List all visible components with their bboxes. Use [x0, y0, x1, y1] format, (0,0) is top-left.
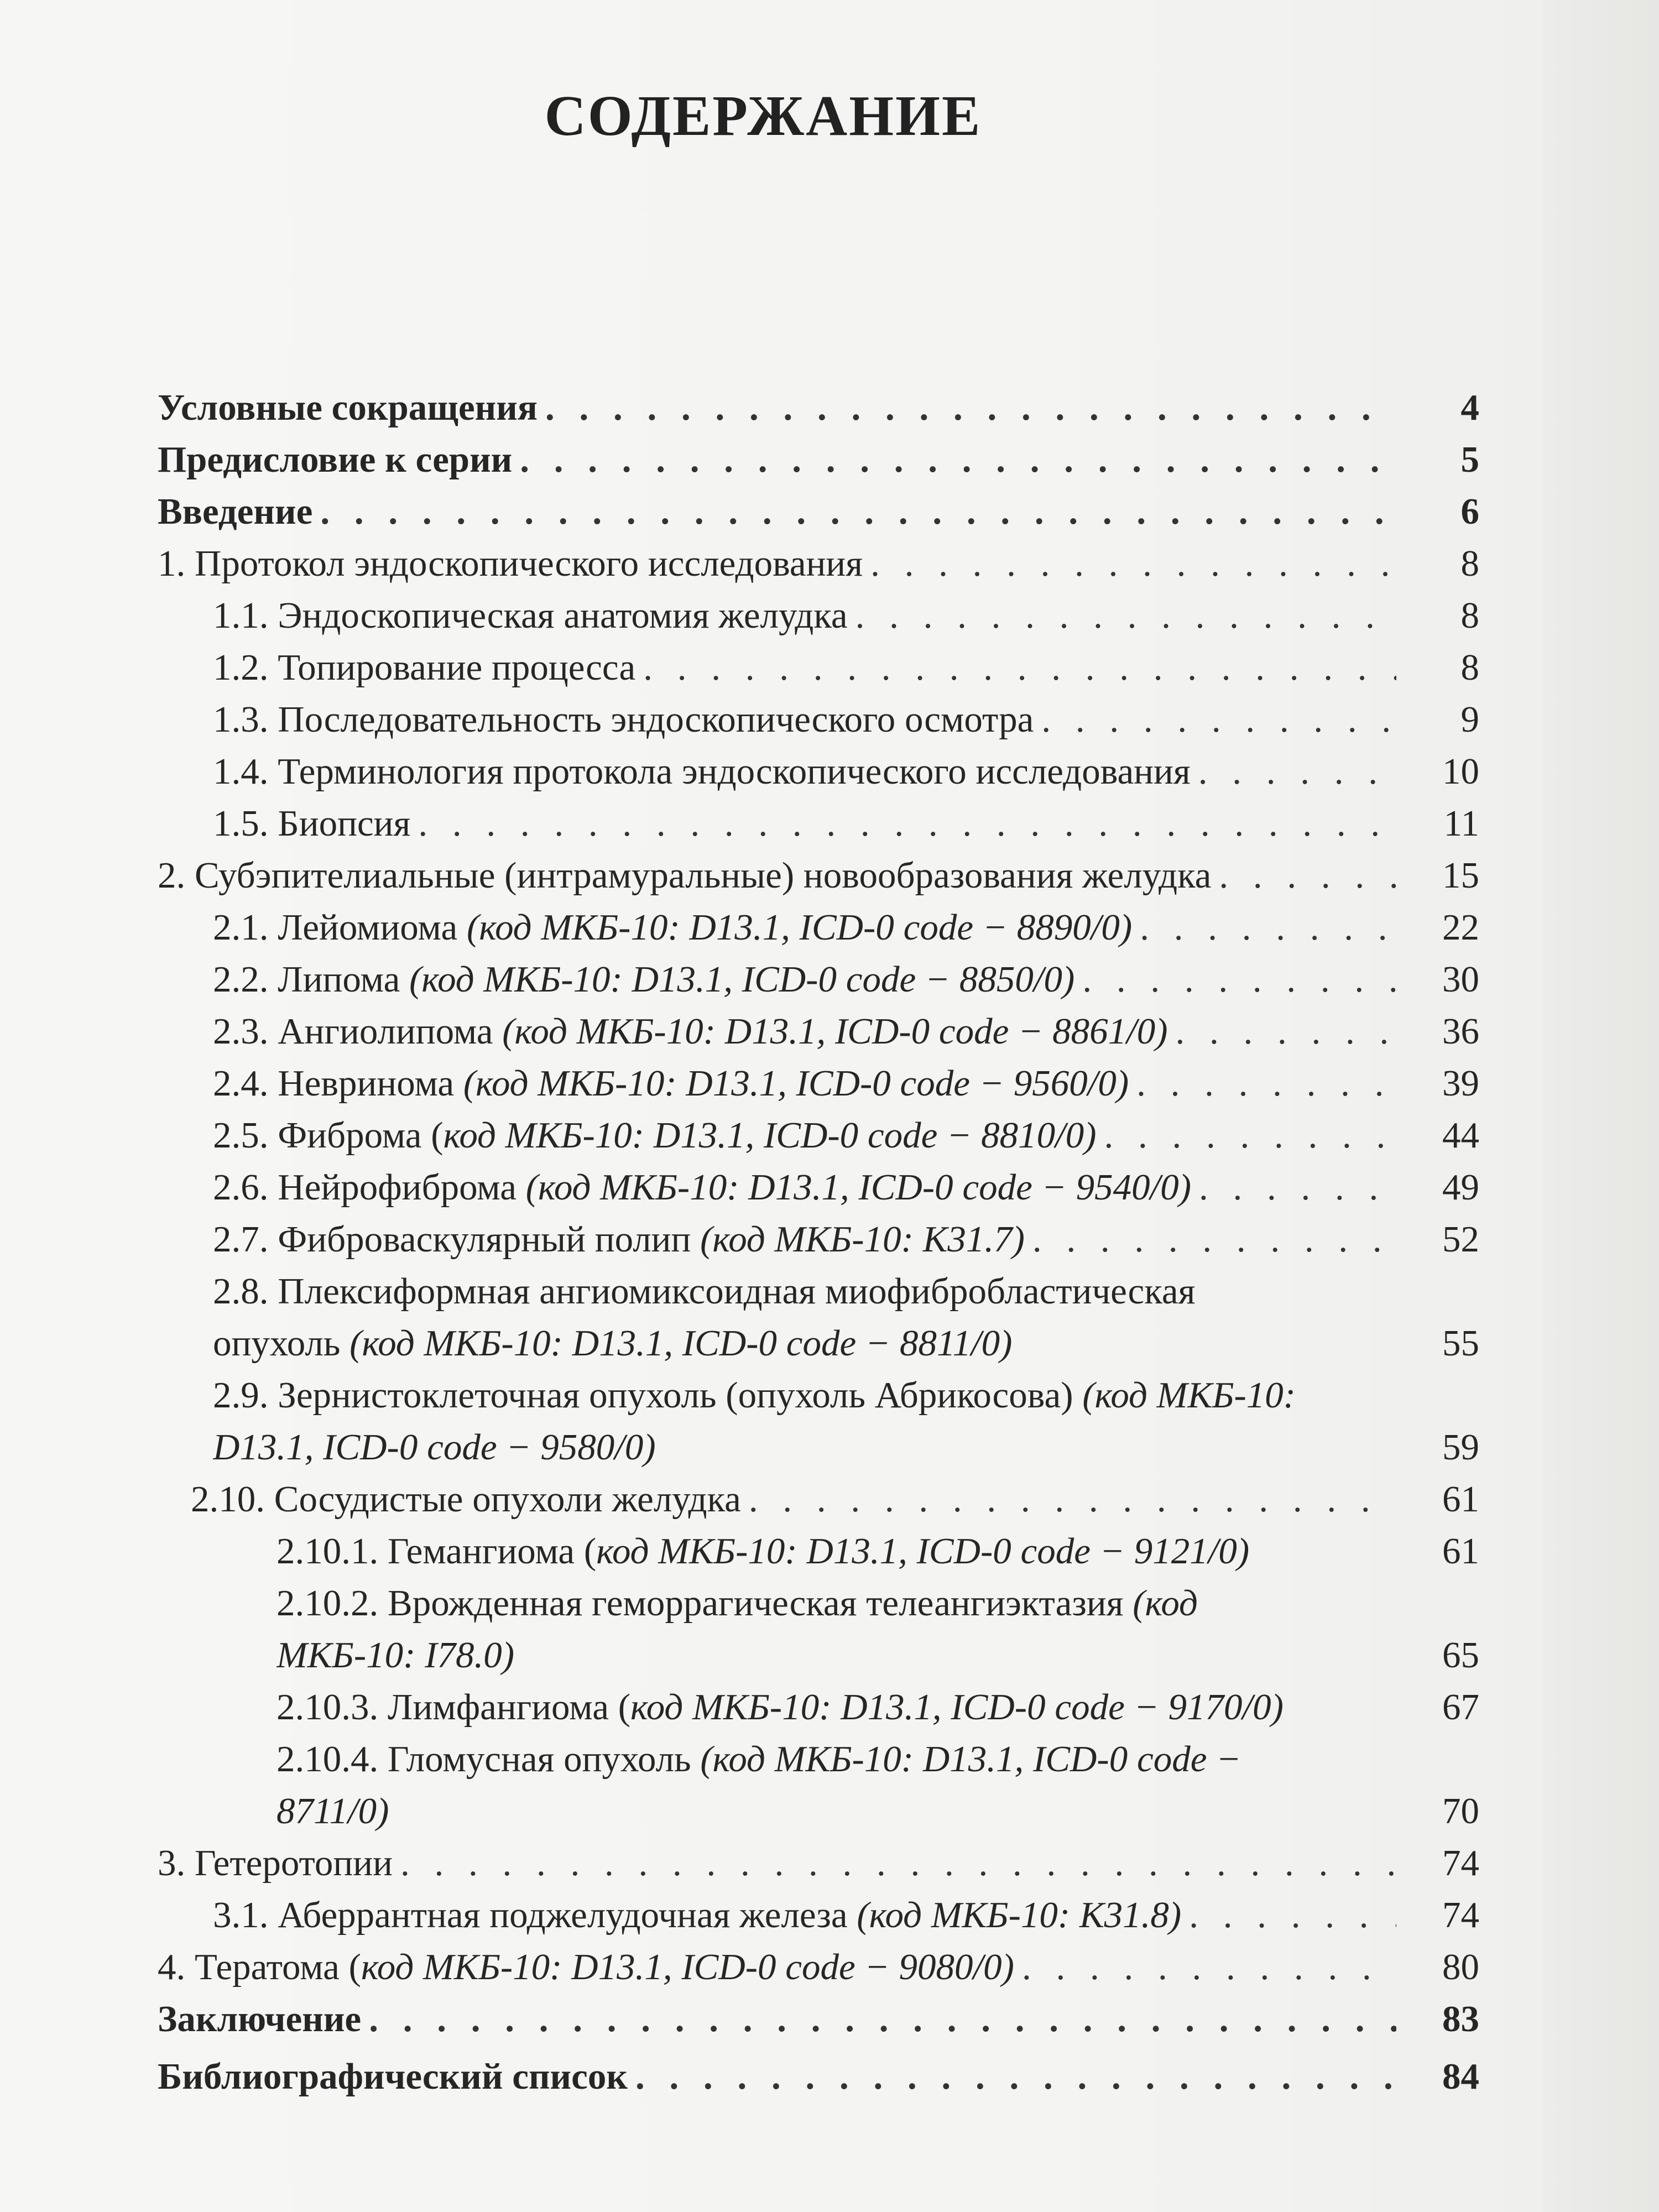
- toc-entry-code: код МКБ-10: D13.1, ICD-0 code − 9121/0): [596, 1531, 1250, 1572]
- toc-page-number: 39: [1442, 1063, 1479, 1104]
- toc-page-number: 8: [1460, 595, 1479, 636]
- toc-entry-label: Предисловие к серии: [158, 439, 513, 480]
- toc-entry-conclusion[interactable]: [158, 1993, 1479, 2045]
- toc-entry-label-cont: опухоль: [213, 1323, 350, 1364]
- leader-dots: [1198, 745, 1396, 797]
- leader-dots: [320, 486, 1396, 538]
- toc-entry-code: код МКБ-10: D13.1, ICD-0 code − 8810/0): [443, 1115, 1097, 1156]
- toc-page-number: 44: [1442, 1115, 1479, 1156]
- toc-entry-code: (код МКБ-10: D13.1, ICD-0 code − 8811/0): [349, 1323, 1013, 1364]
- leader-dots: [1199, 1161, 1396, 1213]
- toc-entry-label: 2.10.3. Лимфангиома (: [276, 1687, 631, 1728]
- toc-entry-bibliography[interactable]: [158, 2051, 1479, 2103]
- toc-entry-section-3-1[interactable]: [158, 1889, 1479, 1941]
- toc-entry-section-2-10-3[interactable]: [158, 1681, 1479, 1733]
- toc-page-number: 59: [1442, 1427, 1479, 1468]
- toc-entry-label: 1. Протокол эндоскопического исследования: [158, 543, 863, 584]
- leader-dots: [635, 2051, 1396, 2103]
- toc-page-number: 74: [1442, 1843, 1479, 1884]
- toc-entry-code-cont: 8711/0): [276, 1791, 389, 1832]
- toc-entry-label: 1.1. Эндоскопическая анатомия желудка: [213, 595, 848, 636]
- toc-entry-abbreviations[interactable]: [158, 382, 1479, 434]
- toc-entry-intro[interactable]: [158, 486, 1479, 538]
- toc-entry-section-1-3[interactable]: [158, 693, 1479, 745]
- toc-entry-label: 3.1. Аберрантная поджелудочная железа: [213, 1895, 857, 1936]
- toc-entry-label: 2.10. Сосудистые опухоли желудка: [191, 1479, 741, 1520]
- toc-entry-label: 2.3. Ангиолипома: [213, 1011, 503, 1052]
- toc-page-number: 55: [1442, 1323, 1479, 1364]
- toc-page-number: 10: [1442, 751, 1479, 792]
- toc-page-number: 49: [1442, 1167, 1479, 1208]
- toc-entry-section-2-7[interactable]: [158, 1213, 1479, 1265]
- toc-entry-section-2-3[interactable]: [158, 1005, 1479, 1057]
- toc-page-number: 61: [1442, 1531, 1479, 1572]
- toc-entry-section-2-10-4[interactable]: [158, 1733, 1479, 1837]
- table-of-contents: [158, 382, 1479, 2103]
- toc-page-number: 70: [1442, 1791, 1479, 1832]
- toc-page-number: 65: [1442, 1635, 1479, 1676]
- leader-dots: [749, 1473, 1396, 1525]
- toc-entry-section-1-5[interactable]: [158, 797, 1479, 849]
- toc-entry-section-1-2[interactable]: [158, 641, 1479, 693]
- toc-entry-label: Введение: [158, 491, 313, 532]
- toc-entry-section-2-10-2[interactable]: [158, 1577, 1479, 1681]
- toc-entry-code: (код МКБ-10: D13.1, ICD-0 code − 8890/0): [466, 907, 1133, 948]
- leader-dots: [520, 434, 1396, 486]
- toc-page-number: 30: [1442, 959, 1479, 1000]
- toc-page-number: 74: [1442, 1895, 1479, 1936]
- leader-dots: [1136, 1057, 1396, 1109]
- toc-entry-section-3[interactable]: [158, 1837, 1479, 1889]
- page-edge-shadow: [1543, 0, 1659, 2212]
- toc-page-number: 83: [1442, 1999, 1479, 2039]
- leader-dots: [1022, 1941, 1396, 1993]
- toc-entry-label: 2.8. Плексиформная ангиомиксоидная миофибробластическая: [213, 1271, 1196, 1312]
- leader-dots: [1041, 693, 1396, 745]
- toc-entry-code-cont: D13.1, ICD-0 code − 9580/0): [213, 1427, 656, 1468]
- toc-entry-preface[interactable]: [158, 434, 1479, 486]
- toc-entry-label: 1.3. Последовательность эндоскопического осмотра: [213, 699, 1034, 740]
- page-title: СОДЕРЖАНИЕ: [544, 84, 982, 148]
- leader-dots: [400, 1837, 1396, 1889]
- leader-dots: [1176, 1005, 1396, 1057]
- toc-entry-section-2-9[interactable]: [158, 1369, 1479, 1473]
- toc-entry-section-2-5[interactable]: [158, 1109, 1479, 1161]
- toc-entry-code: (код МКБ-10:: [1082, 1375, 1296, 1416]
- toc-entry-label: 2.2. Липома: [213, 959, 410, 1000]
- toc-page-number: 11: [1443, 803, 1479, 844]
- toc-entry-section-2-2[interactable]: [158, 953, 1479, 1005]
- leader-dots: [1032, 1213, 1396, 1265]
- leader-dots: [545, 382, 1396, 434]
- toc-page-number: 6: [1460, 491, 1479, 532]
- leader-dots: [643, 641, 1396, 693]
- toc-entry-label: 1.2. Топирование процесса: [213, 647, 636, 688]
- leader-dots: [1104, 1109, 1396, 1161]
- toc-entry-code: (код МКБ-10: D13.1, ICD-0 code − 8850/0): [409, 959, 1075, 1000]
- toc-entry-code: (код МКБ-10: K31.7): [700, 1219, 1025, 1260]
- toc-entry-code: (код МКБ-10: D13.1, ICD-0 code − 9540/0): [525, 1167, 1192, 1208]
- toc-page-number: 80: [1442, 1947, 1479, 1987]
- toc-entry-section-4[interactable]: [158, 1941, 1479, 1993]
- toc-entry-section-2-8[interactable]: [158, 1265, 1479, 1369]
- toc-entry-section-2[interactable]: [158, 849, 1479, 901]
- toc-entry-label: 1.5. Биопсия: [213, 803, 411, 844]
- toc-page-number: 61: [1442, 1479, 1479, 1520]
- toc-entry-section-2-6[interactable]: [158, 1161, 1479, 1213]
- toc-entry-label: Условные сокращения: [158, 387, 538, 428]
- toc-page-number: 5: [1460, 439, 1479, 480]
- leader-dots: [418, 797, 1396, 849]
- leader-dots: [1140, 901, 1396, 953]
- toc-page-number: 9: [1460, 699, 1479, 740]
- toc-entry-label: 2.4. Невринома: [213, 1063, 463, 1104]
- toc-entry-label: 2.1. Лейомиома: [213, 907, 467, 948]
- toc-entry-code-cont: МКБ-10: I78.0): [276, 1635, 515, 1676]
- toc-entry-code: (код МКБ-10: D13.1, ICD-0 code − 8861/0): [502, 1011, 1168, 1052]
- toc-entry-label: 2.10.4. Гломусная опухоль: [276, 1739, 701, 1780]
- toc-entry-label: 2. Субэпителиальные (интрамуральные) новообразования желудка: [158, 855, 1212, 896]
- leader-dots: [870, 538, 1396, 589]
- toc-entry-code: (код МКБ-10: K31.8): [857, 1895, 1182, 1936]
- leader-dots: [1082, 953, 1396, 1005]
- toc-entry-label: 3. Гетеротопии: [158, 1843, 393, 1884]
- toc-entry-label: 2.7. Фиброваскулярный полип: [213, 1219, 701, 1260]
- toc-entry-label: 2.10.2. Врожденная геморрагическая телеангиэктазия: [276, 1583, 1133, 1624]
- toc-entry-code: (код: [1133, 1583, 1198, 1624]
- toc-entry-label: Библиографический список: [158, 2056, 628, 2097]
- toc-entry-label: 2.10.1. Гемангиома (: [276, 1531, 597, 1572]
- toc-entry-section-1-1[interactable]: [158, 589, 1479, 641]
- toc-entry-section-2-10[interactable]: [158, 1473, 1479, 1525]
- leader-dots: [855, 589, 1396, 641]
- toc-entry-code: код МКБ-10: D13.1, ICD-0 code − 9170/0): [630, 1687, 1284, 1728]
- toc-entry-code: (код МКБ-10: D13.1, ICD-0 code −: [700, 1739, 1241, 1780]
- toc-page-number: 15: [1442, 855, 1479, 896]
- toc-page-number: 84: [1442, 2056, 1479, 2097]
- toc-entry-label: 2.5. Фиброма (: [213, 1115, 444, 1156]
- toc-entry-section-2-4[interactable]: [158, 1057, 1479, 1109]
- toc-page-number: 4: [1460, 387, 1479, 428]
- toc-entry-label: 2.9. Зернистоклеточная опухоль (опухоль Абрикосова): [213, 1375, 1083, 1416]
- toc-page-number: 67: [1442, 1687, 1479, 1728]
- toc-page-number: 8: [1460, 543, 1479, 584]
- toc-entry-label: 2.6. Нейрофиброма: [213, 1167, 526, 1208]
- toc-page-number: 52: [1442, 1219, 1479, 1260]
- toc-entry-section-1-4[interactable]: [158, 745, 1479, 797]
- toc-entry-label: Заключение: [158, 1999, 362, 2039]
- leader-dots: [1189, 1889, 1396, 1941]
- toc-entry-section-2-1[interactable]: [158, 901, 1479, 953]
- toc-page-number: 22: [1442, 907, 1479, 948]
- leader-dots: [369, 1993, 1396, 2045]
- toc-page-number: 8: [1460, 647, 1479, 688]
- toc-entry-label: 1.4. Терминология протокола эндоскопического исследования: [213, 751, 1191, 792]
- toc-page-number: 36: [1442, 1011, 1479, 1052]
- toc-entry-label: 4. Тератома (: [158, 1947, 361, 1987]
- toc-entry-code: код МКБ-10: D13.1, ICD-0 code − 9080/0): [361, 1947, 1014, 1987]
- toc-entry-code: (код МКБ-10: D13.1, ICD-0 code − 9560/0): [463, 1063, 1129, 1104]
- leader-dots: [1219, 849, 1396, 901]
- toc-entry-section-1[interactable]: [158, 538, 1479, 589]
- toc-entry-section-2-10-1[interactable]: [158, 1525, 1479, 1577]
